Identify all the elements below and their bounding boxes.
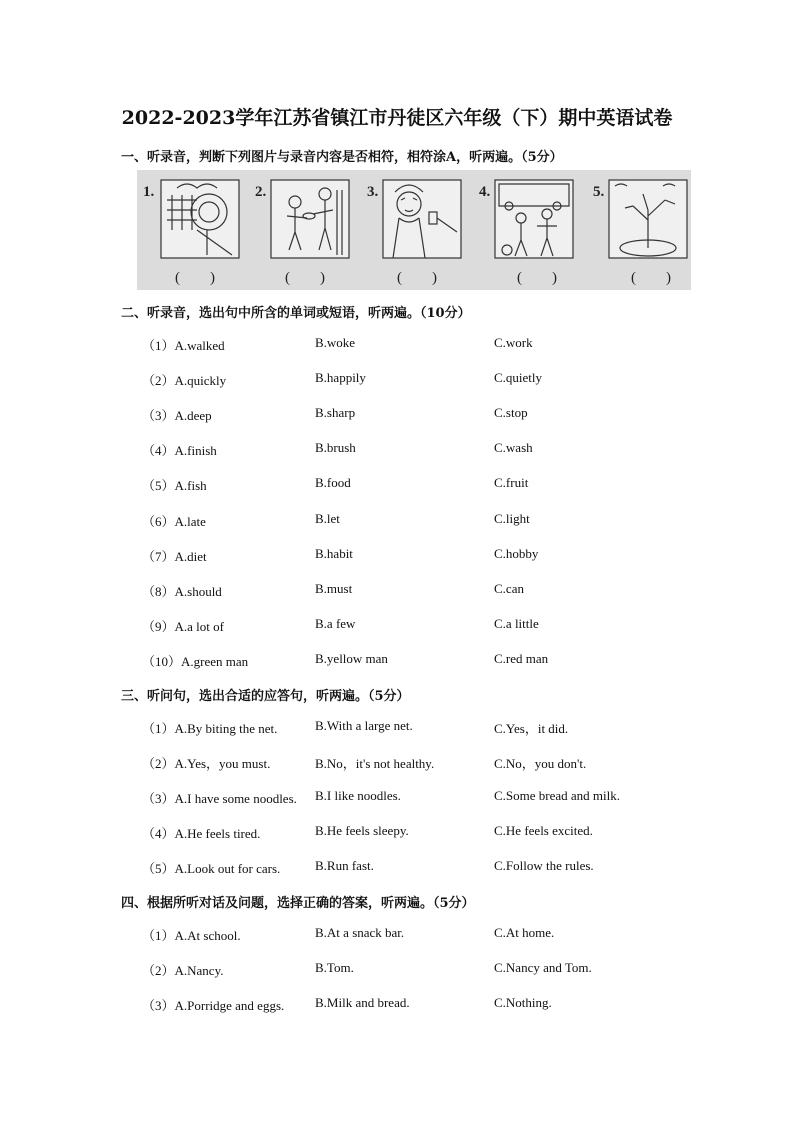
option-a[interactable]: （6）A.late bbox=[142, 514, 206, 529]
option-c[interactable]: C.Nancy and Tom. bbox=[494, 960, 592, 975]
option-a[interactable]: （2）A.Nancy. bbox=[142, 963, 224, 978]
option-c[interactable]: C.Follow the rules. bbox=[494, 858, 594, 873]
option-c[interactable]: C.light bbox=[494, 511, 530, 526]
picture-3-number: 3. bbox=[367, 184, 379, 200]
option-a[interactable]: （9）A.a lot of bbox=[142, 619, 224, 634]
question-row bbox=[0, 405, 794, 425]
picture-4-number: 4. bbox=[479, 184, 491, 200]
question-row bbox=[0, 440, 794, 460]
option-c[interactable]: C.a little bbox=[494, 616, 539, 631]
option-b[interactable]: B.a few bbox=[315, 616, 356, 631]
section-4-heading: 四、根据所听对话及问题，选择正确的答案，听两遍。（5分） bbox=[121, 896, 475, 911]
option-b[interactable]: B.Run fast. bbox=[315, 858, 374, 873]
option-b[interactable]: B.habit bbox=[315, 546, 353, 561]
option-b[interactable]: B.happily bbox=[315, 370, 366, 385]
option-c[interactable]: C.He feels excited. bbox=[494, 823, 593, 838]
question-row bbox=[0, 753, 794, 773]
question-row bbox=[0, 960, 794, 980]
option-b[interactable]: B.Milk and bread. bbox=[315, 995, 410, 1010]
section-3-heading: 三、听问句，选出合适的应答句，听两遍。（5分） bbox=[121, 689, 410, 704]
option-a[interactable]: （3）A.Porridge and eggs. bbox=[142, 998, 285, 1013]
option-a[interactable]: （4）A.He feels tired. bbox=[142, 826, 261, 841]
picture-1-answer[interactable]: ( ) bbox=[175, 270, 215, 286]
option-c[interactable]: C.work bbox=[494, 335, 533, 350]
option-b[interactable]: B.I like noodles. bbox=[315, 788, 401, 803]
option-a[interactable]: （5）A.fish bbox=[142, 478, 207, 493]
picture-strip-illustrations bbox=[137, 170, 691, 290]
option-a[interactable]: （8）A.should bbox=[142, 584, 222, 599]
question-row bbox=[0, 858, 794, 878]
question-row bbox=[0, 335, 794, 355]
option-a[interactable]: （1）A.walked bbox=[142, 338, 225, 353]
question-row bbox=[0, 370, 794, 390]
option-a[interactable]: （5）A.Look out for cars. bbox=[142, 861, 281, 876]
section-1-heading: 一、听录音，判断下列图片与录音内容是否相符，相符涂A，听两遍。（5分） bbox=[121, 150, 563, 165]
option-a[interactable]: （2）A.quickly bbox=[142, 373, 227, 388]
option-c[interactable]: C.quietly bbox=[494, 370, 543, 385]
option-a[interactable]: （3）A.deep bbox=[142, 408, 212, 423]
question-row bbox=[0, 546, 794, 566]
option-b[interactable]: B.woke bbox=[315, 335, 356, 350]
option-b[interactable]: B.He feels sleepy. bbox=[315, 823, 409, 838]
option-a[interactable]: （10）A.green man bbox=[142, 654, 249, 669]
option-b[interactable]: B.At a snack bar. bbox=[315, 925, 405, 940]
picture-2-answer[interactable]: ( ) bbox=[285, 270, 325, 286]
picture-5-number: 5. bbox=[593, 184, 605, 200]
question-row bbox=[0, 995, 794, 1015]
option-a[interactable]: （7）A.diet bbox=[142, 549, 207, 564]
option-b[interactable]: B.No，it's not healthy. bbox=[315, 756, 435, 771]
option-c[interactable]: C.Some bread and milk. bbox=[494, 788, 621, 803]
option-b[interactable]: B.sharp bbox=[315, 405, 356, 420]
option-b[interactable]: B.Tom. bbox=[315, 960, 354, 975]
picture-3-answer[interactable]: ( ) bbox=[397, 270, 437, 286]
option-c[interactable]: C.Nothing. bbox=[494, 995, 552, 1010]
option-b[interactable]: B.brush bbox=[315, 440, 356, 455]
question-row bbox=[0, 788, 794, 808]
question-row bbox=[0, 651, 794, 671]
question-row bbox=[0, 475, 794, 495]
option-b[interactable]: B.must bbox=[315, 581, 353, 596]
question-row bbox=[0, 823, 794, 843]
option-c[interactable]: C.stop bbox=[494, 405, 528, 420]
option-b[interactable]: B.let bbox=[315, 511, 340, 526]
option-a[interactable]: （1）A.By biting the net. bbox=[142, 721, 278, 736]
picture-4-answer[interactable]: ( ) bbox=[517, 270, 557, 286]
question-row bbox=[0, 925, 794, 945]
question-row bbox=[0, 581, 794, 601]
option-c[interactable]: C.wash bbox=[494, 440, 533, 455]
option-c[interactable]: C.Yes，it did. bbox=[494, 721, 569, 736]
option-a[interactable]: （3）A.I have some noodles. bbox=[142, 791, 297, 806]
section-2-heading: 二、听录音，选出句中所含的单词或短语，听两遍。（10分） bbox=[121, 306, 471, 321]
exam-title: 2022-2023学年江苏省镇江市丹徒区六年级（下）期中英语试卷 bbox=[121, 107, 673, 129]
option-c[interactable]: C.can bbox=[494, 581, 524, 596]
picture-strip bbox=[137, 170, 691, 290]
question-row bbox=[0, 718, 794, 738]
option-c[interactable]: C.At home. bbox=[494, 925, 555, 940]
picture-2-number: 2. bbox=[255, 184, 267, 200]
option-a[interactable]: （2）A.Yes，you must. bbox=[142, 756, 271, 771]
option-c[interactable]: C.No，you don't. bbox=[494, 756, 587, 771]
option-c[interactable]: C.fruit bbox=[494, 475, 529, 490]
option-a[interactable]: （1）A.At school. bbox=[142, 928, 241, 943]
option-b[interactable]: B.food bbox=[315, 475, 351, 490]
picture-1-number: 1. bbox=[143, 184, 155, 200]
option-c[interactable]: C.hobby bbox=[494, 546, 539, 561]
option-a[interactable]: （4）A.finish bbox=[142, 443, 217, 458]
option-c[interactable]: C.red man bbox=[494, 651, 549, 666]
option-b[interactable]: B.With a large net. bbox=[315, 718, 413, 733]
question-row bbox=[0, 511, 794, 531]
question-row bbox=[0, 616, 794, 636]
picture-5-answer[interactable]: ( ) bbox=[631, 270, 671, 286]
option-b[interactable]: B.yellow man bbox=[315, 651, 388, 666]
